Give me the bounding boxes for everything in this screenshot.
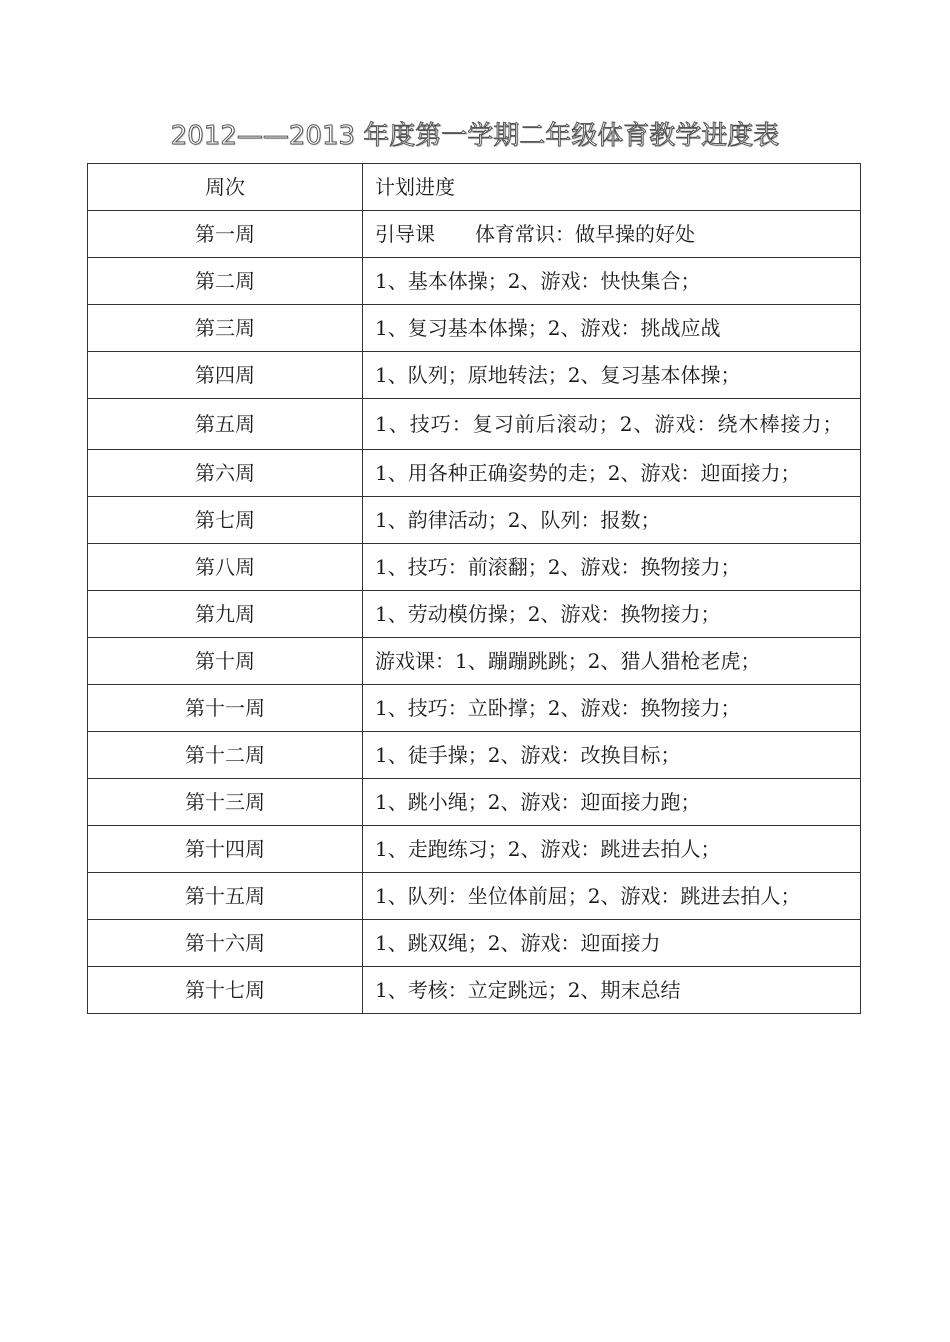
plan-cell: 1、考核：立定跳远；2、期末总结 [363,967,861,1014]
week-cell: 第三周 [88,305,363,352]
plan-cell: 1、韵律活动；2、队列：报数； [363,497,861,544]
table-row [88,591,861,638]
table-row [88,497,861,544]
table-row [88,399,861,450]
plan-cell: 1、队列；原地转法；2、复习基本体操； [363,352,861,399]
table-row [88,873,861,920]
week-cell: 第十四周 [88,826,363,873]
table-row [88,258,861,305]
plan-cell: 游戏课：1、蹦蹦跳跳；2、猎人猎枪老虎； [363,638,861,685]
plan-cell: 引导课 体育常识：做早操的好处 [363,211,861,258]
week-cell: 第十周 [88,638,363,685]
week-cell: 第五周 [88,399,363,450]
week-cell: 第一周 [88,211,363,258]
plan-cell: 1、劳动模仿操；2、游戏：换物接力； [363,591,861,638]
plan-cell: 1、跳小绳；2、游戏：迎面接力跑； [363,779,861,826]
table-row [88,967,861,1014]
table-row [88,920,861,967]
plan-cell: 1、技巧：立卧撑；2、游戏：换物接力； [363,685,861,732]
week-cell: 第四周 [88,352,363,399]
plan-cell: 1、复习基本体操；2、游戏：挑战应战 [363,305,861,352]
table-header-row [88,164,861,211]
header-plan: 计划进度 [363,164,861,211]
week-cell: 第十一周 [88,685,363,732]
table-row [88,732,861,779]
plan-cell: 1、走跑练习；2、游戏：跳进去拍人； [363,826,861,873]
table-row [88,685,861,732]
table-row [88,826,861,873]
week-cell: 第十三周 [88,779,363,826]
plan-cell: 1、队列：坐位体前屈；2、游戏：跳进去拍人； [363,873,861,920]
plan-cell: 1、基本体操；2、游戏：快快集合； [363,258,861,305]
table-row [88,544,861,591]
table-row [88,211,861,258]
week-cell: 第七周 [88,497,363,544]
plan-cell: 1、徒手操；2、游戏：改换目标； [363,732,861,779]
header-week: 周次 [88,164,363,211]
table-row [88,638,861,685]
plan-cell: 1、用各种正确姿势的走；2、游戏：迎面接力； [363,450,861,497]
week-cell: 第二周 [88,258,363,305]
plan-cell: 1、技巧：前滚翻；2、游戏：换物接力； [363,544,861,591]
week-cell: 第十五周 [88,873,363,920]
table-row [88,305,861,352]
teaching-schedule-table [87,163,861,1014]
week-cell: 第十六周 [88,920,363,967]
plan-cell: 1、跳双绳；2、游戏：迎面接力 [363,920,861,967]
week-cell: 第十七周 [88,967,363,1014]
table-row [88,352,861,399]
table-row [88,450,861,497]
table-row [88,779,861,826]
week-cell: 第十二周 [88,732,363,779]
document-title: 2012——2013 年度第一学期二年级体育教学进度表 [170,121,780,151]
week-cell: 第六周 [88,450,363,497]
plan-cell: 1、技巧：复习前后滚动；2、游戏：绕木棒接力； [363,399,861,450]
week-cell: 第八周 [88,544,363,591]
week-cell: 第九周 [88,591,363,638]
